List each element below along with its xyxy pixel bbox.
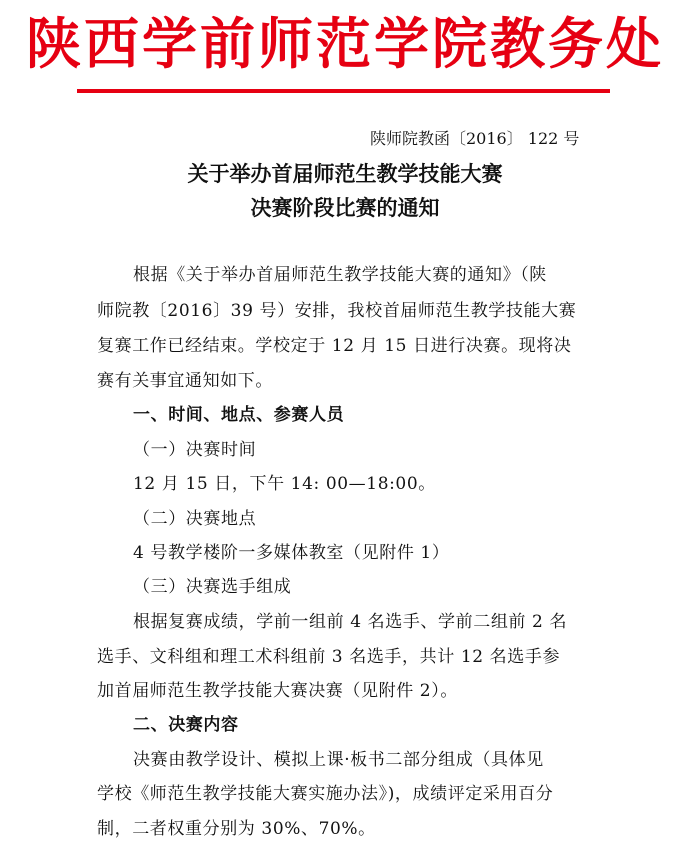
body-line: 赛有关事宜通知如下。 xyxy=(97,371,273,391)
body-line: 加首届师范生教学技能大赛决赛（见附件 2）。 xyxy=(97,681,458,701)
document-title-line-2: 决赛阶段比赛的通知 xyxy=(250,196,440,220)
body-line: 师院教〔2016〕39 号）安排，我校首届师范生教学技能大赛 xyxy=(97,301,577,321)
subsection-heading: （二）决赛地点 xyxy=(133,509,257,529)
letterhead-title: 陕西学前师范学院教务处 xyxy=(25,11,664,76)
section-heading: 一、时间、地点、参赛人员 xyxy=(133,405,345,425)
body-line: 根据复赛成绩，学前一组前 4 名选手、学前二组前 2 名 xyxy=(133,612,568,632)
subsection-heading: （一）决赛时间 xyxy=(133,440,257,460)
body-line: 学校《师范生教学技能大赛实施办法》)，成绩评定采用百分 xyxy=(97,784,554,804)
body-line: 复赛工作已经结束。学校定于 12 月 15 日进行决赛。现将决 xyxy=(97,336,572,356)
body-line: 制，二者权重分别为 30%、70%。 xyxy=(97,819,376,839)
document-title-line-1: 关于举办首届师范生教学技能大赛 xyxy=(187,162,503,186)
body-line: 4 号教学楼阶一多媒体教室（见附件 1） xyxy=(133,543,450,563)
document-number: 陕师院教函〔2016〕 122 号 xyxy=(370,129,580,148)
body-line: 根据《关于举办首届师范生教学技能大赛的通知》（陕 xyxy=(133,265,547,285)
body-line: 12 月 15 日，下午 14: 00—18:00。 xyxy=(133,474,436,494)
body-line: 选手、文科组和理工术科组前 3 名选手，共计 12 名选手参 xyxy=(97,647,561,667)
body-line: 决赛由教学设计、模拟上课·板书二部分组成（具体见 xyxy=(133,750,544,770)
subsection-heading: （三）决赛选手组成 xyxy=(133,577,292,597)
letterhead-red-rule xyxy=(77,89,610,93)
section-heading: 二、决赛内容 xyxy=(133,715,239,735)
